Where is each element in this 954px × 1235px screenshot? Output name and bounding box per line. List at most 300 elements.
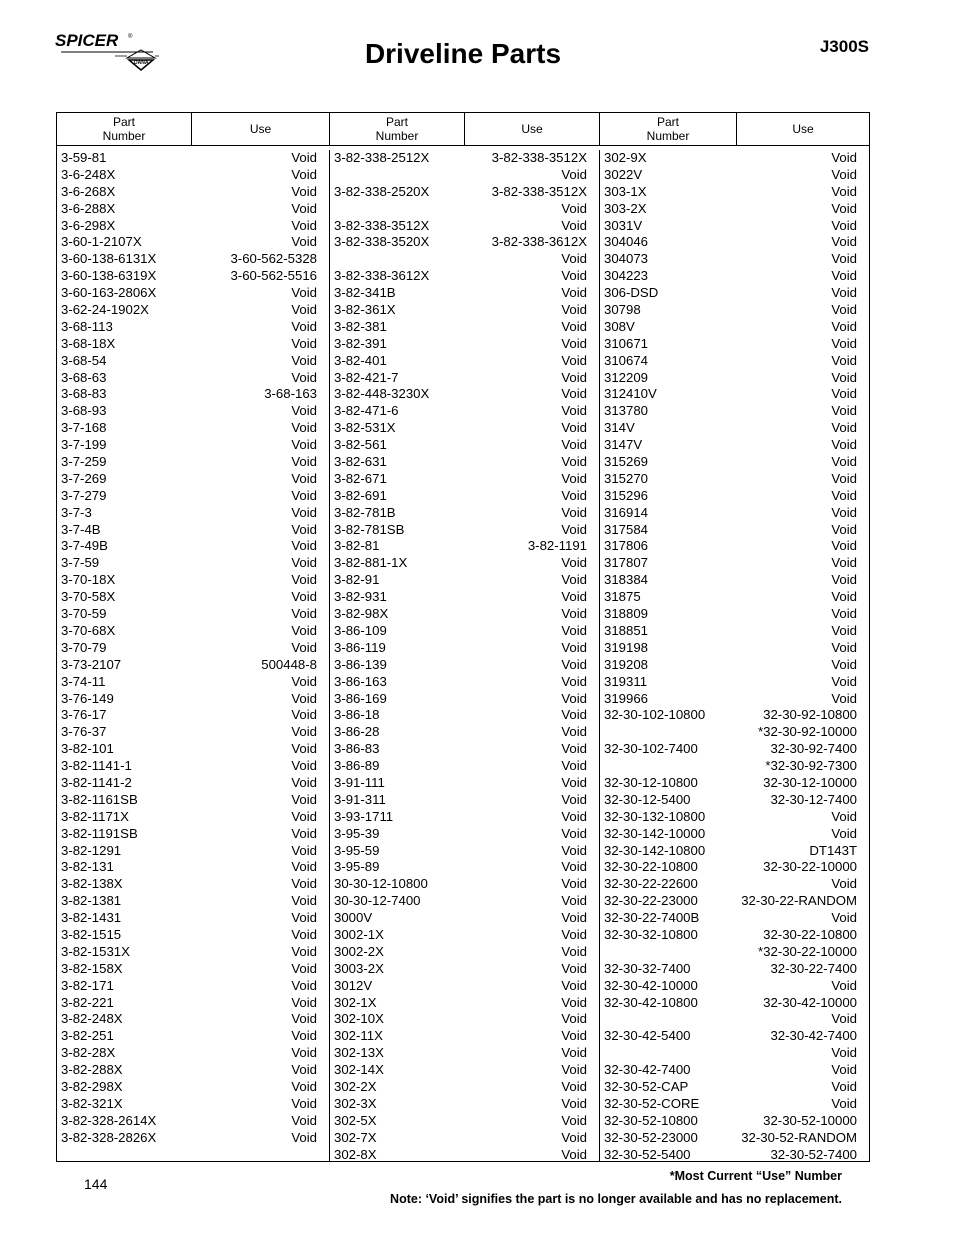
- page-number: 144: [84, 1176, 108, 1192]
- part-number: 3-82-1381: [61, 893, 122, 909]
- table-row: [57, 809, 329, 826]
- use-value: Void: [561, 352, 587, 368]
- part-number: 3-82-98X: [334, 606, 389, 622]
- part-number: 3-68-54: [61, 352, 107, 368]
- table-row: [57, 302, 329, 319]
- part-number: 3-82-248X: [61, 1011, 123, 1027]
- table-row: [57, 859, 329, 876]
- part-number: 3-68-83: [61, 386, 107, 402]
- table-row: [57, 420, 329, 437]
- part-number: 3-82-1141-2: [61, 774, 132, 790]
- part-number: 312209: [604, 369, 649, 385]
- table-row: [57, 403, 329, 420]
- table-row: [330, 420, 599, 437]
- use-value: Void: [831, 808, 857, 824]
- table-row: [330, 961, 599, 978]
- header-part-number-2: Part Number: [329, 113, 464, 145]
- part-number: 3147V: [604, 437, 643, 453]
- part-number: 3-86-109: [334, 622, 387, 638]
- table-row: [57, 488, 329, 505]
- table-row: [57, 319, 329, 336]
- use-value: Void: [291, 572, 317, 588]
- table-row: [330, 843, 599, 860]
- part-number: 30-30-12-7400: [334, 893, 421, 909]
- use-value: Void: [561, 572, 587, 588]
- table-row: [330, 995, 599, 1012]
- table-row: [330, 454, 599, 471]
- use-value: Void: [291, 791, 317, 807]
- use-value: Void: [831, 1011, 857, 1027]
- table-row: [330, 657, 599, 674]
- use-value: Void: [561, 437, 587, 453]
- part-number: 3-6-288X: [61, 200, 116, 216]
- use-value: Void: [291, 318, 317, 334]
- table-row: [57, 370, 329, 387]
- part-number: 3-82-338-2512X: [334, 150, 430, 165]
- table-row: [600, 606, 869, 623]
- table-row: [57, 1062, 329, 1079]
- table-row: [600, 1079, 869, 1096]
- table-row: [57, 268, 329, 285]
- header-use-2: Use: [464, 113, 599, 145]
- part-number: 315269: [604, 454, 649, 470]
- use-value: Void: [291, 538, 317, 554]
- use-value: Void: [561, 741, 587, 757]
- part-number: 302-2X: [334, 1078, 377, 1094]
- use-value: Void: [561, 1129, 587, 1145]
- use-value: Void: [561, 842, 587, 858]
- table-row: [330, 505, 599, 522]
- table-row: [57, 538, 329, 555]
- use-value: Void: [291, 994, 317, 1010]
- table-row: [330, 809, 599, 826]
- use-value: Void: [291, 403, 317, 419]
- part-number: 3-60-138-6131X: [61, 251, 157, 267]
- use-value: Void: [291, 622, 317, 638]
- use-value: Void: [291, 589, 317, 605]
- use-value: Void: [831, 1062, 857, 1078]
- table-row: [330, 910, 599, 927]
- table-row: [600, 995, 869, 1012]
- use-value: Void: [561, 656, 587, 672]
- use-value: Void: [831, 977, 857, 993]
- use-value: Void: [831, 589, 857, 605]
- part-number: 3-86-163: [334, 673, 387, 689]
- part-number: 3-60-1-2107X: [61, 234, 142, 250]
- use-value: Void: [291, 166, 317, 182]
- use-value: Void: [291, 1011, 317, 1027]
- part-number: 3-60-138-6319X: [61, 268, 157, 284]
- table-row: [600, 150, 869, 167]
- use-value: Void: [561, 910, 587, 926]
- part-number: 32-30-132-10800: [604, 808, 706, 824]
- use-value: Void: [561, 487, 587, 503]
- part-number: 303-2X: [604, 200, 647, 216]
- use-value: Void: [561, 1062, 587, 1078]
- part-number: 32-30-12-5400: [604, 791, 691, 807]
- use-value: Void: [561, 454, 587, 470]
- use-value: Void: [831, 285, 857, 301]
- table-row: [330, 606, 599, 623]
- table-row: [57, 437, 329, 454]
- table-row: [57, 1130, 329, 1147]
- use-value: 32-30-52-RANDOM: [741, 1129, 857, 1145]
- use-value: Void: [831, 302, 857, 318]
- use-value: Void: [561, 622, 587, 638]
- part-number: 3002-2X: [334, 943, 384, 959]
- table-row: [330, 589, 599, 606]
- table-row: [57, 150, 329, 167]
- use-value: 3-60-562-5328: [230, 251, 317, 267]
- use-value: Void: [561, 943, 587, 959]
- use-value: Void: [561, 1028, 587, 1044]
- use-value: Void: [831, 572, 857, 588]
- table-row: [600, 775, 869, 792]
- part-number: 318384: [604, 572, 649, 588]
- use-value: 32-30-22-10000: [763, 859, 857, 875]
- part-number: 3-82-28X: [61, 1045, 116, 1061]
- table-row: [57, 572, 329, 589]
- use-value: *32-30-22-10000: [758, 943, 857, 959]
- table-row: [330, 437, 599, 454]
- table-row: [600, 336, 869, 353]
- part-number: 3-73-2107: [61, 656, 122, 672]
- use-value: Void: [831, 656, 857, 672]
- use-value: Void: [291, 234, 317, 250]
- part-number: 3-62-24-1902X: [61, 302, 149, 318]
- table-row: [600, 1028, 869, 1045]
- table-row: [330, 859, 599, 876]
- use-value: Void: [291, 487, 317, 503]
- use-value: Void: [561, 1146, 587, 1162]
- use-value: Void: [291, 1045, 317, 1061]
- table-row: [57, 606, 329, 623]
- table-row: [57, 843, 329, 860]
- table-row: [57, 285, 329, 302]
- part-number: 3-82-1431: [61, 910, 122, 926]
- table-row: [600, 454, 869, 471]
- table-row: [330, 1045, 599, 1062]
- table-row: [600, 876, 869, 893]
- part-number: 3-93-1711: [334, 808, 394, 824]
- part-number: 3-82-1191SB: [61, 825, 138, 841]
- table-row: [57, 927, 329, 944]
- table-row: [330, 1147, 599, 1164]
- part-number: 302-9X: [604, 150, 647, 165]
- part-number: 32-30-42-10800: [604, 994, 698, 1010]
- table-row: [600, 792, 869, 809]
- use-value: Void: [291, 707, 317, 723]
- void-note: Note: ‘Void’ signifies the part is no longer available and has no replacement.: [390, 1192, 842, 1206]
- part-number: 32-30-102-10800: [604, 707, 706, 723]
- table-row: [57, 505, 329, 522]
- part-number: 32-30-102-7400: [604, 741, 698, 757]
- table-column-3: [599, 150, 869, 1161]
- table-row: [330, 674, 599, 691]
- use-value: Void: [561, 673, 587, 689]
- table-row: [57, 167, 329, 184]
- table-row: [330, 792, 599, 809]
- part-number: 3-82-158X: [61, 960, 123, 976]
- part-number: 315296: [604, 487, 649, 503]
- use-value: *32-30-92-10000: [758, 724, 857, 740]
- table-row: [600, 674, 869, 691]
- part-number: 302-10X: [334, 1011, 384, 1027]
- part-number: 3-86-89: [334, 758, 380, 774]
- part-number: 304073: [604, 251, 649, 267]
- part-number: 3-68-113: [61, 318, 113, 334]
- part-number: 3000V: [334, 910, 373, 926]
- part-number: 3-7-4B: [61, 521, 101, 537]
- part-number: 3-82-338-3612X: [334, 268, 430, 284]
- use-value: Void: [291, 943, 317, 959]
- table-row: [330, 775, 599, 792]
- part-number: 3-7-49B: [61, 538, 108, 554]
- use-value: Void: [561, 302, 587, 318]
- use-value: *32-30-92-7300: [765, 758, 857, 774]
- header-use-1: Use: [191, 113, 329, 145]
- use-value: Void: [291, 724, 317, 740]
- part-number: 319311: [604, 673, 648, 689]
- part-number: 302-7X: [334, 1129, 377, 1145]
- part-number: 3003-2X: [334, 960, 384, 976]
- use-value: Void: [831, 521, 857, 537]
- part-number: 3-82-338-2520X: [334, 183, 430, 199]
- table-row: [330, 167, 599, 184]
- use-value: Void: [561, 926, 587, 942]
- table-row: [330, 336, 599, 353]
- table-row: [330, 234, 599, 251]
- part-number: 314V: [604, 420, 635, 436]
- part-number: 3-82-691: [334, 487, 387, 503]
- use-value: Void: [831, 251, 857, 267]
- use-value: Void: [831, 403, 857, 419]
- dana-wordmark: DANA: [134, 60, 149, 66]
- use-value: Void: [291, 808, 317, 824]
- use-value: 3-82-338-3512X: [491, 150, 587, 165]
- table-row: [57, 386, 329, 403]
- table-row: [600, 572, 869, 589]
- use-value: Void: [561, 724, 587, 740]
- part-number: 318851: [604, 622, 649, 638]
- table-row: [330, 691, 599, 708]
- use-value: Void: [561, 639, 587, 655]
- use-value: Void: [291, 521, 317, 537]
- use-value: Void: [291, 1078, 317, 1094]
- use-value: Void: [831, 555, 857, 571]
- table-row: [57, 1011, 329, 1028]
- table-row: [600, 724, 869, 741]
- brand-wordmark: SPICER: [55, 31, 119, 50]
- part-number: 32-30-52-10800: [604, 1112, 698, 1128]
- use-value: Void: [831, 268, 857, 284]
- part-number: 3-82-341B: [334, 285, 396, 301]
- use-value: Void: [831, 217, 857, 233]
- table-row: [600, 218, 869, 235]
- table-row: [57, 944, 329, 961]
- part-number: 3-82-361X: [334, 302, 396, 318]
- table-row: [330, 488, 599, 505]
- use-value: Void: [831, 622, 857, 638]
- table-row: [57, 724, 329, 741]
- use-value: Void: [561, 386, 587, 402]
- part-number: 3012V: [334, 977, 373, 993]
- use-value: Void: [831, 437, 857, 453]
- table-row: [330, 707, 599, 724]
- part-number: 3-86-83: [334, 741, 380, 757]
- table-row: [600, 1062, 869, 1079]
- table-row: [57, 826, 329, 843]
- part-number: 3-76-37: [61, 724, 107, 740]
- part-number: 3-95-39: [334, 825, 380, 841]
- table-row: [600, 707, 869, 724]
- table-row: [600, 437, 869, 454]
- use-value: Void: [561, 251, 587, 267]
- table-row: [57, 674, 329, 691]
- part-number: 3-70-79: [61, 639, 107, 655]
- table-row: [57, 961, 329, 978]
- table-row: [600, 285, 869, 302]
- use-value: Void: [831, 487, 857, 503]
- part-number: 3-82-931: [334, 589, 387, 605]
- use-value: Void: [831, 1095, 857, 1111]
- table-row: [57, 251, 329, 268]
- use-value: Void: [561, 1011, 587, 1027]
- table-row: [600, 589, 869, 606]
- use-value: Void: [291, 200, 317, 216]
- table-row: [57, 691, 329, 708]
- table-row: [330, 1062, 599, 1079]
- part-number: 3-82-338-3520X: [334, 234, 430, 250]
- table-row: [600, 538, 869, 555]
- table-row: [600, 1130, 869, 1147]
- part-number: 3-86-18: [334, 707, 380, 723]
- parts-table: [56, 112, 870, 1162]
- use-value: Void: [831, 369, 857, 385]
- part-number: 30798: [604, 302, 641, 318]
- part-number: 32-30-32-10800: [604, 926, 698, 942]
- part-number: 3-76-17: [61, 707, 107, 723]
- table-row: [330, 1096, 599, 1113]
- use-value: Void: [291, 437, 317, 453]
- part-number: 317584: [604, 521, 649, 537]
- table-row: [600, 488, 869, 505]
- part-number: 3-86-119: [334, 639, 386, 655]
- use-value: 32-30-42-10000: [763, 994, 857, 1010]
- part-number: 302-11X: [334, 1028, 383, 1044]
- part-number: 32-30-42-7400: [604, 1062, 691, 1078]
- part-number: 313780: [604, 403, 649, 419]
- use-value: Void: [831, 606, 857, 622]
- use-value: Void: [831, 690, 857, 706]
- part-number: 3-82-1141-1: [61, 758, 132, 774]
- part-number: 319966: [604, 690, 649, 706]
- part-number: 3-70-58X: [61, 589, 116, 605]
- table-row: [330, 268, 599, 285]
- table-row: [600, 234, 869, 251]
- use-value: Void: [561, 606, 587, 622]
- use-value: 32-30-12-7400: [770, 791, 857, 807]
- part-number: 3-82-251: [61, 1028, 114, 1044]
- part-number: 32-30-142-10800: [604, 842, 706, 858]
- table-row: [600, 201, 869, 218]
- table-row: [330, 285, 599, 302]
- use-value: Void: [561, 758, 587, 774]
- use-value: Void: [291, 977, 317, 993]
- table-row: [600, 1011, 869, 1028]
- use-value: 3-82-1191: [527, 538, 587, 554]
- part-number: 319198: [604, 639, 649, 655]
- table-row: [330, 538, 599, 555]
- table-row: [57, 707, 329, 724]
- use-value: Void: [291, 183, 317, 199]
- use-value: Void: [291, 1095, 317, 1111]
- table-row: [57, 218, 329, 235]
- part-number: 32-30-22-10800: [604, 859, 698, 875]
- table-row: [57, 336, 329, 353]
- part-number: 306-DSD: [604, 285, 659, 301]
- part-number: 310674: [604, 352, 649, 368]
- part-number: 3-86-139: [334, 656, 387, 672]
- use-value: Void: [831, 420, 857, 436]
- table-row: [600, 623, 869, 640]
- part-number: 3-68-63: [61, 369, 107, 385]
- table-row: [600, 167, 869, 184]
- use-value: Void: [831, 454, 857, 470]
- table-row: [330, 522, 599, 539]
- part-number: 302-1X: [334, 994, 377, 1010]
- use-value: Void: [291, 420, 317, 436]
- use-value: 32-30-12-10000: [763, 774, 857, 790]
- use-value: 32-30-92-7400: [770, 741, 857, 757]
- use-value: Void: [291, 960, 317, 976]
- use-value: Void: [291, 910, 317, 926]
- part-number: 3-7-3: [61, 504, 92, 520]
- part-number: 3-82-101: [61, 741, 114, 757]
- part-number: 3-82-1515: [61, 926, 122, 942]
- use-value: Void: [561, 268, 587, 284]
- table-row: [330, 758, 599, 775]
- table-row: [57, 471, 329, 488]
- use-value: Void: [561, 589, 587, 605]
- table-row: [330, 218, 599, 235]
- part-number: 308V: [604, 318, 635, 334]
- table-row: [600, 944, 869, 961]
- table-row: [330, 184, 599, 201]
- use-value: 3-68-163: [264, 386, 317, 402]
- use-value: Void: [291, 825, 317, 841]
- table-row: [600, 420, 869, 437]
- table-row: [600, 809, 869, 826]
- table-column-2: [329, 150, 599, 1161]
- use-value: Void: [291, 606, 317, 622]
- table-row: [330, 927, 599, 944]
- table-row: [57, 234, 329, 251]
- use-value: Void: [291, 842, 317, 858]
- use-value: Void: [561, 200, 587, 216]
- table-row: [600, 370, 869, 387]
- table-row: [57, 775, 329, 792]
- use-value: Void: [291, 150, 317, 165]
- part-number: 3002-1X: [334, 926, 384, 942]
- use-value: Void: [291, 470, 317, 486]
- table-row: [600, 403, 869, 420]
- use-value: Void: [831, 200, 857, 216]
- part-number: 3-82-421-7: [334, 369, 399, 385]
- part-number: 3031V: [604, 217, 643, 233]
- series-code: J300S: [819, 37, 869, 56]
- use-value: Void: [291, 1062, 317, 1078]
